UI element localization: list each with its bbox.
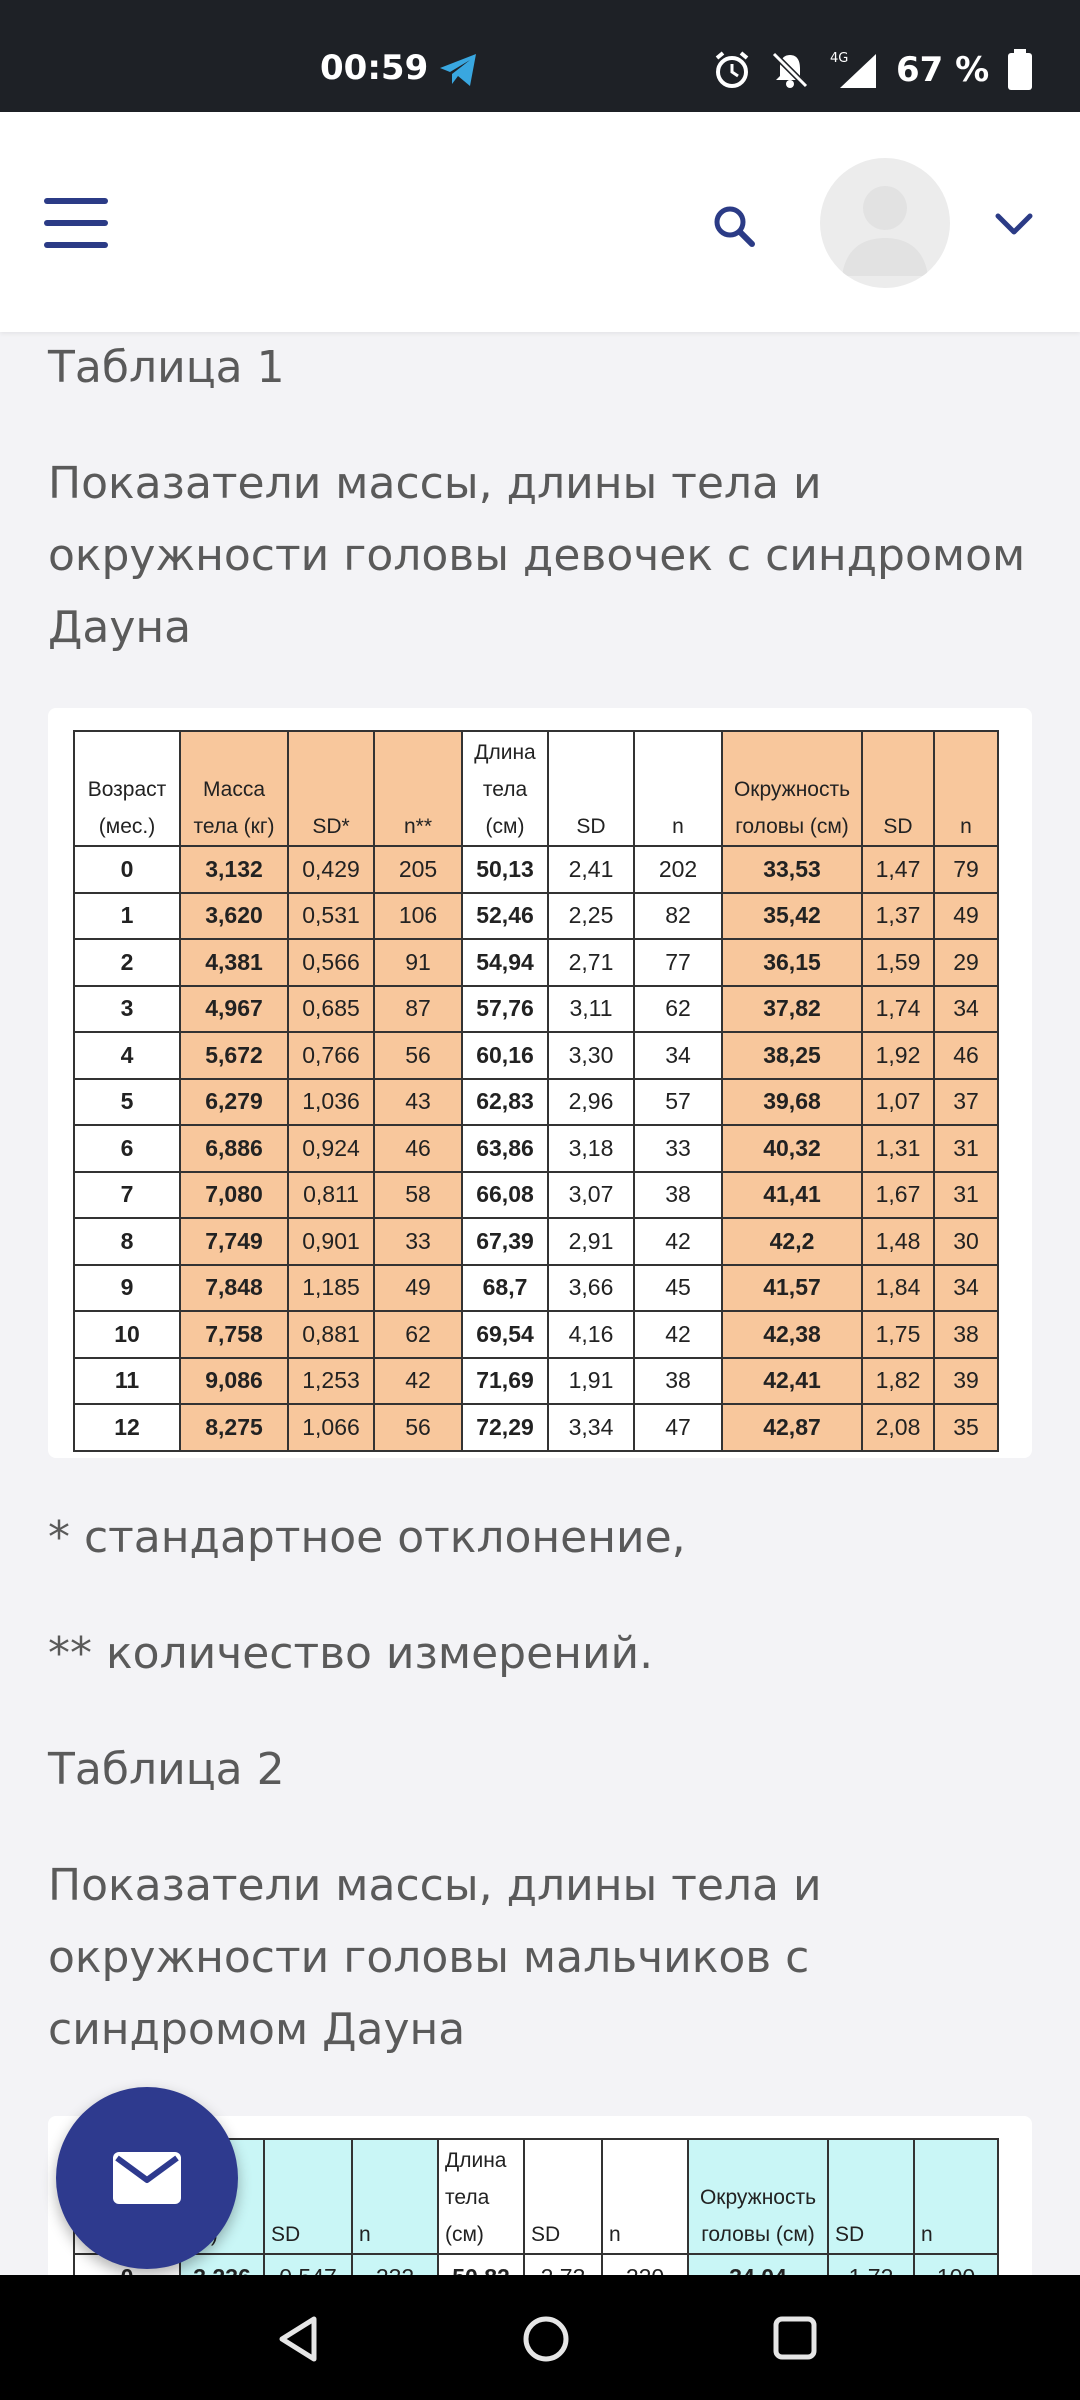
- table1-cell: 2,91: [548, 1218, 634, 1265]
- table1-row: [74, 1265, 998, 1312]
- table1-cell: 77: [634, 939, 722, 986]
- table1-cell: 36,15: [722, 939, 862, 986]
- table1-cell: 0,811: [288, 1172, 374, 1219]
- table2-header: Окружность головы (см): [688, 2139, 828, 2254]
- table1-row: [74, 1032, 998, 1079]
- table1-cell: 29: [934, 939, 998, 986]
- table1-cell: 7,758: [180, 1311, 288, 1358]
- mail-icon: [111, 2150, 183, 2206]
- table1-cell: 5: [74, 1079, 180, 1126]
- table2-label: Таблица 2: [48, 1744, 285, 1795]
- table1-row: [74, 939, 998, 986]
- table1-cell: 205: [374, 846, 462, 893]
- table1-cell: 1,253: [288, 1358, 374, 1405]
- table1-cell: 79: [934, 846, 998, 893]
- table1-row: [74, 846, 998, 893]
- table1-cell: 6: [74, 1125, 180, 1172]
- table1-cell: 67,39: [462, 1218, 548, 1265]
- table1-cell: 82: [634, 893, 722, 940]
- table1-header: SD*: [288, 731, 374, 846]
- table1-cell: 69,54: [462, 1311, 548, 1358]
- table1-cell: 1,75: [862, 1311, 934, 1358]
- table1-cell: 71,69: [462, 1358, 548, 1405]
- table1: [73, 730, 999, 1452]
- table1-cell: 58: [374, 1172, 462, 1219]
- table1-cell: 1,59: [862, 939, 934, 986]
- table1-cell: 38: [634, 1172, 722, 1219]
- search-icon[interactable]: [710, 202, 758, 250]
- table1-cell: 4: [74, 1032, 180, 1079]
- table1-cell: 33,53: [722, 846, 862, 893]
- table1-cell: 1: [74, 893, 180, 940]
- table1-cell: 35: [934, 1404, 998, 1451]
- table1-cell: 63,86: [462, 1125, 548, 1172]
- table1-cell: 2,96: [548, 1079, 634, 1126]
- table1-cell: 2,41: [548, 846, 634, 893]
- table1-cell: 1,036: [288, 1079, 374, 1126]
- table1-cell: 3,11: [548, 986, 634, 1033]
- table1-cell: 7,080: [180, 1172, 288, 1219]
- table1-cell: 4,16: [548, 1311, 634, 1358]
- footnote-sd: * стандартное отклонение,: [48, 1512, 686, 1563]
- table2-header: n: [352, 2139, 438, 2254]
- table1-cell: 8,275: [180, 1404, 288, 1451]
- table1-cell: 3,620: [180, 893, 288, 940]
- table1-cell: 41,41: [722, 1172, 862, 1219]
- table1-cell: 3,34: [548, 1404, 634, 1451]
- table1-cell: 34: [634, 1032, 722, 1079]
- table1-cell: 0,566: [288, 939, 374, 986]
- table2-header: SD: [264, 2139, 352, 2254]
- table1-cell: 1,91: [548, 1358, 634, 1405]
- table1-cell: 66,08: [462, 1172, 548, 1219]
- table1-cell: 72,29: [462, 1404, 548, 1451]
- table2-header: n: [914, 2139, 998, 2254]
- table1-cell: 33: [374, 1218, 462, 1265]
- status-time: 00:59: [320, 48, 429, 88]
- table1-cell: 43: [374, 1079, 462, 1126]
- table1-cell: 50,13: [462, 846, 548, 893]
- table1-cell: 6,279: [180, 1079, 288, 1126]
- table1-cell: 42,38: [722, 1311, 862, 1358]
- table1-cell: 41,57: [722, 1265, 862, 1312]
- table1-cell: 38: [934, 1311, 998, 1358]
- table1-cell: 7: [74, 1172, 180, 1219]
- status-bar: [0, 0, 1080, 112]
- table1-cell: 0,685: [288, 986, 374, 1033]
- table1-cell: 1,07: [862, 1079, 934, 1126]
- table1-cell: 4,967: [180, 986, 288, 1033]
- table1-cell: 10: [74, 1311, 180, 1358]
- back-icon[interactable]: [276, 2315, 322, 2363]
- navigation-bar: [0, 2275, 1080, 2400]
- table1-cell: 33: [634, 1125, 722, 1172]
- table1-row: [74, 1311, 998, 1358]
- table2-header: SD: [828, 2139, 914, 2254]
- menu-icon[interactable]: [44, 198, 108, 248]
- table1-cell: 62: [374, 1311, 462, 1358]
- table1-row: [74, 1404, 998, 1451]
- table1-cell: 56: [374, 1404, 462, 1451]
- table1-row: [74, 986, 998, 1033]
- table1-row: [74, 893, 998, 940]
- home-icon[interactable]: [522, 2315, 570, 2363]
- telegram-icon: [438, 52, 480, 88]
- table1-cell: 9: [74, 1265, 180, 1312]
- table1-row: [74, 1079, 998, 1126]
- table1-cell: 0,429: [288, 846, 374, 893]
- table1-cell: 1,84: [862, 1265, 934, 1312]
- table1-cell: 57: [634, 1079, 722, 1126]
- battery-icon: [1007, 49, 1033, 91]
- table2-header: n: [602, 2139, 688, 2254]
- table1-cell: 2: [74, 939, 180, 986]
- table1-image: [48, 708, 1032, 1458]
- table1-cell: 12: [74, 1404, 180, 1451]
- table1-cell: 38: [634, 1358, 722, 1405]
- table1-cell: 0,881: [288, 1311, 374, 1358]
- network-label: 4G: [830, 51, 849, 66]
- table1-cell: 42: [634, 1311, 722, 1358]
- table1-cell: 1,185: [288, 1265, 374, 1312]
- table1-cell: 54,94: [462, 939, 548, 986]
- table1-cell: 39: [934, 1358, 998, 1405]
- app-header: [0, 112, 1080, 332]
- table1-cell: 1,82: [862, 1358, 934, 1405]
- avatar[interactable]: [820, 158, 950, 288]
- table1-cell: 202: [634, 846, 722, 893]
- table1-cell: 47: [634, 1404, 722, 1451]
- table1-header: SD: [862, 731, 934, 846]
- table2-caption: Показатели массы, длины тела и окружности головы мальчиков с синдромом Дауна: [48, 1860, 822, 2055]
- table1-cell: 37,82: [722, 986, 862, 1033]
- table1-cell: 42,2: [722, 1218, 862, 1265]
- table1-row: [74, 1218, 998, 1265]
- chevron-down-icon[interactable]: [992, 206, 1036, 242]
- table1-cell: 45: [634, 1265, 722, 1312]
- table1-cell: 38,25: [722, 1032, 862, 1079]
- signal-icon: [828, 50, 878, 90]
- table1-label: Таблица 1: [48, 342, 285, 393]
- table1-row: [74, 1172, 998, 1219]
- table1-cell: 91: [374, 939, 462, 986]
- table1-cell: 46: [934, 1032, 998, 1079]
- table1-cell: 87: [374, 986, 462, 1033]
- table1-cell: 52,46: [462, 893, 548, 940]
- battery-text: 67 %: [896, 50, 990, 90]
- table1-cell: 1,92: [862, 1032, 934, 1079]
- table1-cell: 1,37: [862, 893, 934, 940]
- table1-cell: 7,749: [180, 1218, 288, 1265]
- table1-cell: 31: [934, 1125, 998, 1172]
- table1-header: n: [934, 731, 998, 846]
- table1-caption: Показатели массы, длины тела и окружности головы девочек с синдромом Дауна: [48, 458, 1026, 653]
- table1-cell: 9,086: [180, 1358, 288, 1405]
- table1-cell: 60,16: [462, 1032, 548, 1079]
- table1-cell: 62: [634, 986, 722, 1033]
- table1-cell: 68,7: [462, 1265, 548, 1312]
- table1-cell: 0,766: [288, 1032, 374, 1079]
- table1-cell: 42,87: [722, 1404, 862, 1451]
- table1-cell: 42: [634, 1218, 722, 1265]
- table1-cell: 31: [934, 1172, 998, 1219]
- table1-cell: 30: [934, 1218, 998, 1265]
- table1-cell: 5,672: [180, 1032, 288, 1079]
- table1-cell: 2,71: [548, 939, 634, 986]
- table1-cell: 106: [374, 893, 462, 940]
- table1-cell: 62,83: [462, 1079, 548, 1126]
- mail-button[interactable]: [56, 2087, 238, 2269]
- table1-header: Возраст (мес.): [74, 731, 180, 846]
- table1-cell: 49: [934, 893, 998, 940]
- table1-cell: 0,924: [288, 1125, 374, 1172]
- table1-cell: 42,41: [722, 1358, 862, 1405]
- table1-cell: 34: [934, 986, 998, 1033]
- table1-cell: 57,76: [462, 986, 548, 1033]
- table1-cell: 39,68: [722, 1079, 862, 1126]
- table1-header-row: [74, 731, 998, 846]
- table1-cell: 4,381: [180, 939, 288, 986]
- table1-cell: 1,47: [862, 846, 934, 893]
- table1-header: Масса тела (кг): [180, 731, 288, 846]
- table1-cell: 46: [374, 1125, 462, 1172]
- recents-icon[interactable]: [772, 2315, 818, 2361]
- table1-row: [74, 1358, 998, 1405]
- table1-cell: 1,31: [862, 1125, 934, 1172]
- table1-cell: 2,25: [548, 893, 634, 940]
- table1-cell: 0,901: [288, 1218, 374, 1265]
- table1-cell: 49: [374, 1265, 462, 1312]
- table1-header: Окружность головы (см): [722, 731, 862, 846]
- table1-cell: 0,531: [288, 893, 374, 940]
- bell-off-icon: [770, 50, 810, 90]
- table1-cell: 3,30: [548, 1032, 634, 1079]
- table1-cell: 34: [934, 1265, 998, 1312]
- table1-header: SD: [548, 731, 634, 846]
- table1-cell: 8: [74, 1218, 180, 1265]
- table1-row: [74, 1125, 998, 1172]
- table1-cell: 6,886: [180, 1125, 288, 1172]
- table1-cell: 1,67: [862, 1172, 934, 1219]
- table1-cell: 37: [934, 1079, 998, 1126]
- table1-cell: 42: [374, 1358, 462, 1405]
- table1-cell: 1,066: [288, 1404, 374, 1451]
- table1-cell: 56: [374, 1032, 462, 1079]
- table1-cell: 1,48: [862, 1218, 934, 1265]
- table1-cell: 3,132: [180, 846, 288, 893]
- user-icon: [820, 158, 950, 288]
- table1-header: n**: [374, 731, 462, 846]
- table1-cell: 2,08: [862, 1404, 934, 1451]
- table2-header: SD: [524, 2139, 602, 2254]
- table1-cell: 11: [74, 1358, 180, 1405]
- table2-header: Длина тела (см): [438, 2139, 524, 2254]
- table1-cell: 0: [74, 846, 180, 893]
- footnote-n: ** количество измерений.: [48, 1628, 654, 1679]
- alarm-icon: [712, 50, 752, 90]
- table1-cell: 7,848: [180, 1265, 288, 1312]
- table1-cell: 40,32: [722, 1125, 862, 1172]
- table1-header: n: [634, 731, 722, 846]
- table1-cell: 3: [74, 986, 180, 1033]
- table1-cell: 3,66: [548, 1265, 634, 1312]
- table1-header: Длина тела (см): [462, 731, 548, 846]
- table1-cell: 3,18: [548, 1125, 634, 1172]
- table1-cell: 1,74: [862, 986, 934, 1033]
- table1-cell: 3,07: [548, 1172, 634, 1219]
- table1-cell: 35,42: [722, 893, 862, 940]
